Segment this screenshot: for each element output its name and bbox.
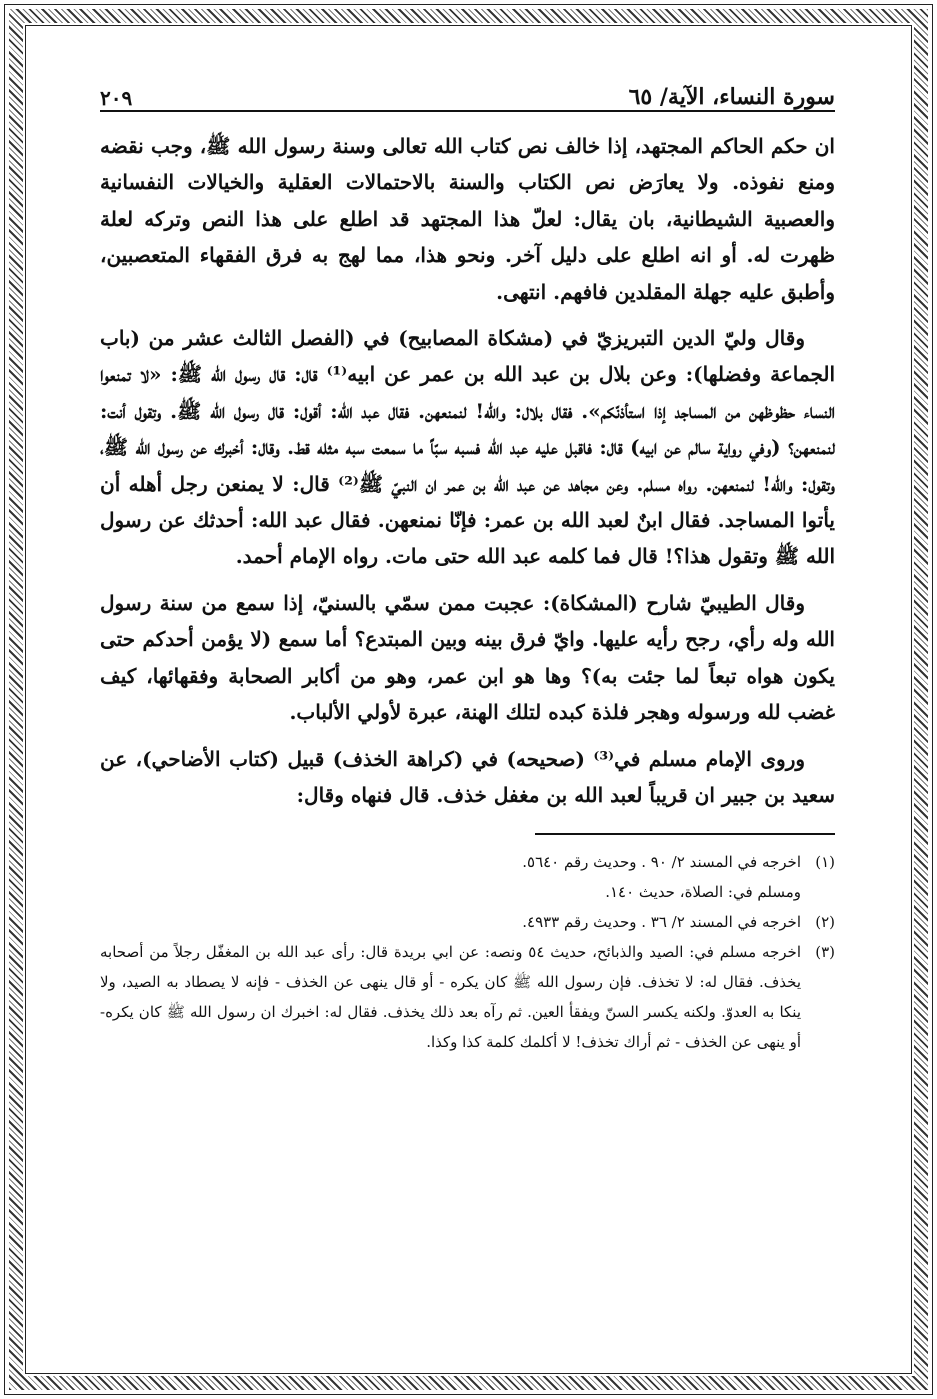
paragraph: وقال الطيبيّ شارح (المشكاة): عجبت ممن سمّي بالسنيّ، إذا سمع من سنة رسول الله وله رأي، رجح رأيه عليها. وايّ فرق بينه وبين المبتدع؟ أما سمع (لا يؤمن أحدكم حتى يكون هواه تبعاً لما جئت به)؟ وها هو ابن عمر، وهو من أكابر الصحابة وفقهائها، كيف غضب لله ورسوله وهجر فلذة كبده لتلك الهنة، عبرة لأولي الألباب. (100, 590, 835, 725)
footnote-text: اخرجه مسلم في: الصيد والذبائح، حديث ٥٤ ونصه: عن ابي بريدة قال: رأى عبد الله بن المغفّل رجلاً من أصحابه يخذف. فقال له: لا تخذف. فإن رسول الله ﷺ كان يكره - أو قال ينهى عن الخذف - فإنه لا يصطاد به الصيد، ولا ينكا به العدوّ. ولكنه يكسر السنّ ويفقأ العين. ثم رآه بعد ذلك يخذف. فقال له: اخبرك ان رسول الله ﷺ كان يكره- أو ينهى عن الخذف - ثم أراك تخذف! لا أكلمك كلمة كذا وكذا. (100, 943, 801, 1052)
footnote-number: (٢) (815, 913, 835, 932)
footnote-number: (١) (815, 853, 835, 872)
page-number: ٢٠٩ (100, 86, 133, 110)
running-header (100, 70, 835, 112)
footnote-text: ومسلم في: الصلاة، حديث ١٤٠. (605, 883, 801, 902)
footnote (100, 937, 835, 1057)
paragraph: وقال وليّ الدين التبريزيّ في (مشكاة المصابيح) في (الفصل الثالث عشر من (باب الجماعة وفضلها): وعن بلال بن عبد الله بن عمر عن ابيه⁽¹⁾ قال: قال رسول الله ﷺ: «لا تمنعوا النساء حظوظهن من المساجد إذا استأذنّكم». فقال بلال: والله! لنمنعهن. فقال عبد الله: أقول: قال رسول الله ﷺ. وتقول أنت: لنمنعهن؟ (وفي رواية سالم عن ابيه) قال: فاقبل عليه عبد الله فسبه سبّاً ما سمعت سبه مثله قط. وقال: أخبرك عن رسول الله ﷺ، وتقول: والله! لنمنعهن. رواه مسلم. وعن مجاهد عن عبد الله بن عمر ان النبيّ ﷺ⁽²⁾ قال: لا يمنعن رجل أهله أن يأتوا المساجد. فقال ابنٌ لعبد الله بن عمر: فإنّا نمنعهن. فقال عبد الله: أحدثك عن رسول الله ﷺ وتقول هذا؟! قال فما كلمه عبد الله حتى مات. رواه الإمام أحمد. (100, 326, 835, 569)
paragraph: ان حكم الحاكم المجتهد، إذا خالف نص كتاب الله تعالى وسنة رسول الله ﷺ، وجب نقضه ومنع نفوذه. ولا يعارَض نص الكتاب والسنة بالاحتمالات العقلية والخيالات النفسانية والعصبية الشيطانية، بان يقال: لعلّ هذا المجتهد قد اطلع على هذا النص وتركه لعلة ظهرت له. أو انه اطلع على دليل آخر. ونحو هذا، مما لهج به فرق الفقهاء المتعصبين، وأطبق عليه جهلة المقلدين فافهم. انتهى. (100, 134, 835, 304)
footnotes (100, 847, 835, 1057)
footnote (100, 877, 835, 907)
footnote (100, 907, 835, 937)
running-title: سورة النساء، الآية/ ٦٥ (628, 84, 835, 110)
page-content (100, 70, 835, 1057)
footnote-separator (535, 833, 835, 835)
footnote-text: اخرجه في المسند ٢/ ٣٦ . وحديث رقم ٤٩٣٣. (522, 913, 801, 932)
paragraph: وروى الإمام مسلم في⁽³⁾ (صحيحه) في (كراهة الخذف) قبيل (كتاب الأضاحي)، عن سعيد بن جبير ان قريباً لعبد الله بن مغفل خذف. قال فنهاه وقال: (100, 746, 835, 807)
footnote (100, 847, 835, 877)
footnote-number: (٣) (815, 943, 835, 962)
body-text (100, 128, 835, 813)
footnote-text: اخرجه في المسند ٢/ ٩٠ . وحديث رقم ٥٦٤٠. (522, 853, 801, 872)
